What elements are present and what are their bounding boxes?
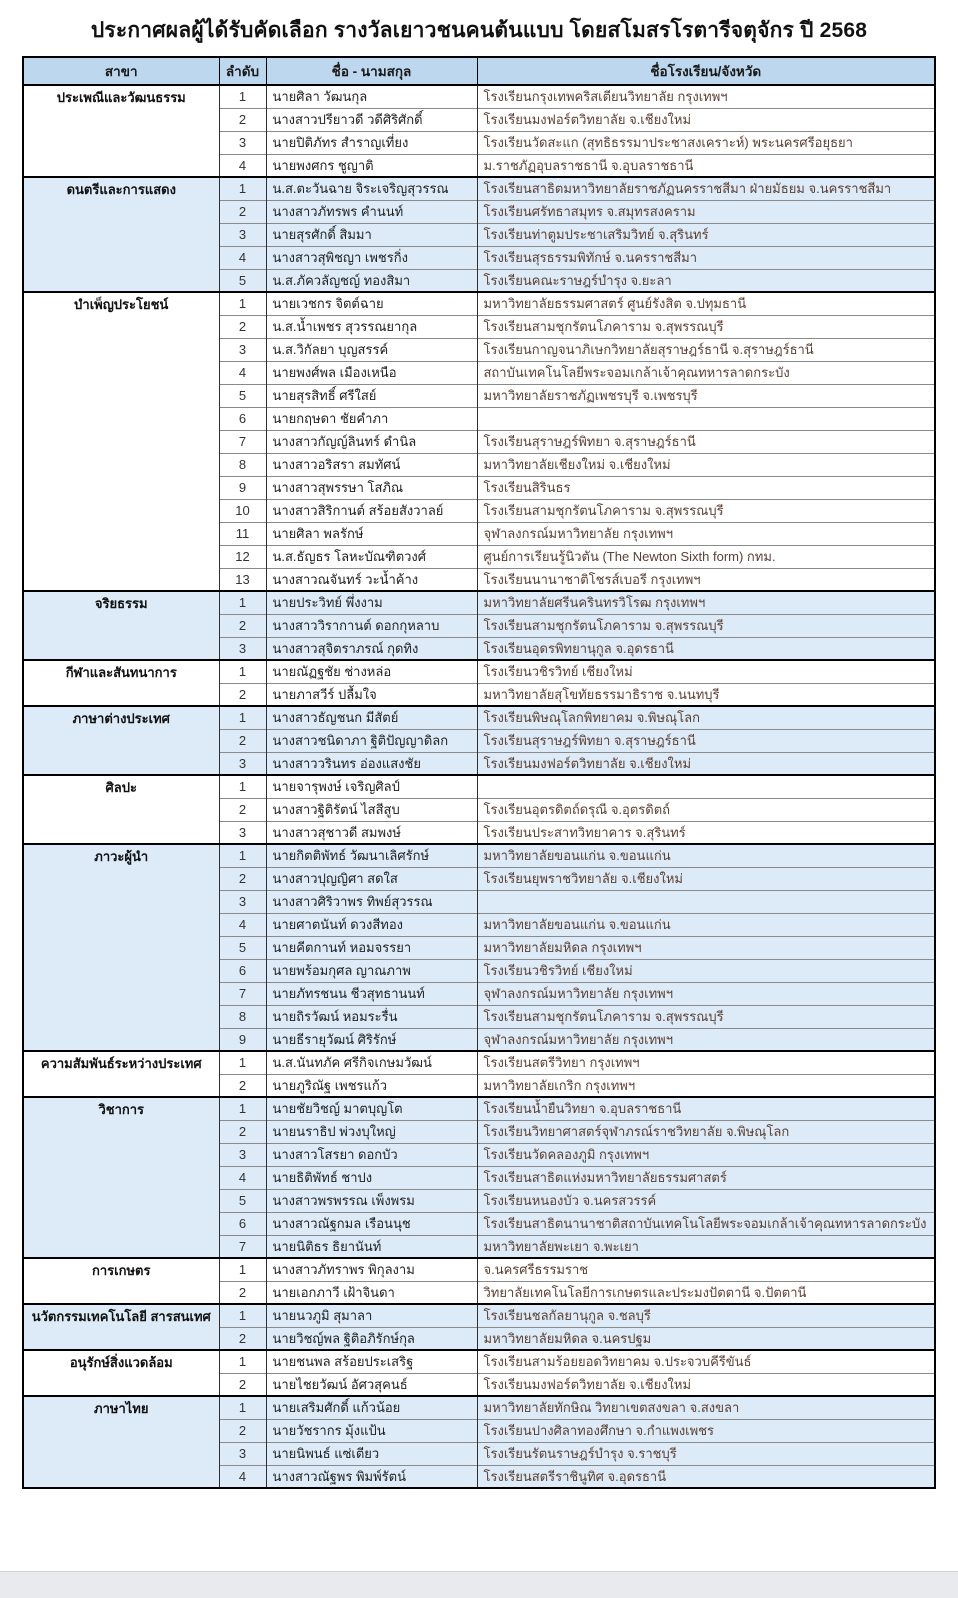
cell-name: นายภัทรชนน ชีวสุทธานนท์ <box>266 982 477 1005</box>
cell-name: นางสาวภัทรพร คำนนท์ <box>266 200 477 223</box>
cell-school: โรงเรียนสุราษฎร์พิทยา จ.สุราษฎร์ธานี <box>477 729 935 752</box>
cell-school: มหาวิทยาลัยทักษิณ วิทยาเขตสงขลา จ.สงขลา <box>477 1396 935 1419</box>
cell-name: นางสาวศิริวาพร ทิพย์สุวรรณ <box>266 890 477 913</box>
col-header-no: ลำดับ <box>219 57 266 85</box>
cell-school: โรงเรียนพิษณุโลกพิทยาคม จ.พิษณุโลก <box>477 706 935 729</box>
table-row <box>23 1258 935 1281</box>
cell-rank: 1 <box>219 1097 266 1120</box>
cell-rank: 9 <box>219 476 266 499</box>
cell-rank: 2 <box>219 315 266 338</box>
cell-school: มหาวิทยาลัยขอนแก่น จ.ขอนแก่น <box>477 913 935 936</box>
table-row <box>23 706 935 729</box>
cell-rank: 9 <box>219 1028 266 1051</box>
cell-rank: 7 <box>219 982 266 1005</box>
cell-name: นางสาวปุญญิศา สดใส <box>266 867 477 890</box>
cell-school: โรงเรียนสามชุกรัตนโภคาราม จ.สุพรรณบุรี <box>477 315 935 338</box>
cell-school: โรงเรียนสตรีราชินูทิศ จ.อุดรธานี <box>477 1465 935 1488</box>
cell-rank: 5 <box>219 1189 266 1212</box>
cell-name: นายธีรายุวัฒน์ ศิริรักษ์ <box>266 1028 477 1051</box>
cell-school: โรงเรียนกรุงเทพคริสเตียนวิทยาลัย กรุงเทพฯ <box>477 85 935 108</box>
cell-school: โรงเรียนกาญจนาภิเษกวิทยาลัยสุราษฎร์ธานี จ.สุราษฎร์ธานี <box>477 338 935 361</box>
cell-name: นางสาวชนิดาภา ฐิติปัญญาดิลก <box>266 729 477 752</box>
cell-rank: 3 <box>219 637 266 660</box>
cell-name: นายเสริมศักดิ์ แก้วน้อย <box>266 1396 477 1419</box>
category-cell: ภาษาไทย <box>23 1396 219 1488</box>
cell-rank: 2 <box>219 1419 266 1442</box>
table-row <box>23 177 935 200</box>
cell-school: โรงเรียนมงฟอร์ตวิทยาลัย จ.เชียงใหม่ <box>477 108 935 131</box>
cell-school: โรงเรียนสุราษฎร์พิทยา จ.สุราษฎร์ธานี <box>477 430 935 453</box>
cell-name: นางสาวสุจิตราภรณ์ กุดทิง <box>266 637 477 660</box>
cell-name: นายจารุพงษ์ เจริญศิลป์ <box>266 775 477 798</box>
cell-name: นายศิลา พลรักษ์ <box>266 522 477 545</box>
cell-school: โรงเรียนมงฟอร์ตวิทยาลัย จ.เชียงใหม่ <box>477 1373 935 1396</box>
cell-rank: 1 <box>219 1258 266 1281</box>
cell-school: โรงเรียนสามชุกรัตนโภคาราม จ.สุพรรณบุรี <box>477 614 935 637</box>
cell-name: นางสาวกัญญ์ลินทร์ ดำนิล <box>266 430 477 453</box>
results-table <box>22 56 936 1489</box>
cell-name: นายชนพล สร้อยประเสริฐ <box>266 1350 477 1373</box>
cell-name: นายประวิทย์ พึ่งงาม <box>266 591 477 614</box>
cell-school: โรงเรียนสาธิตมหาวิทยาลัยราชภัฏนครราชสีมา ฝ่ายมัธยม จ.นครราชสีมา <box>477 177 935 200</box>
cell-name: นายนราธิป พ่วงบุใหญ่ <box>266 1120 477 1143</box>
cell-school: จุฬาลงกรณ์มหาวิทยาลัย กรุงเทพฯ <box>477 982 935 1005</box>
cell-school: ศูนย์การเรียนรู้นิวตัน (The Newton Sixth form) กทม. <box>477 545 935 568</box>
cell-school: โรงเรียนศรัทธาสมุทร จ.สมุทรสงคราม <box>477 200 935 223</box>
cell-school: โรงเรียนท่าตูมประชาเสริมวิทย์ จ.สุรินทร์ <box>477 223 935 246</box>
cell-name: นางสาวธัญชนก มีสัตย์ <box>266 706 477 729</box>
cell-rank: 4 <box>219 913 266 936</box>
col-header-category: สาขา <box>23 57 219 85</box>
cell-rank: 2 <box>219 108 266 131</box>
cell-name: นางสาวสิริกานต์ สร้อยสังวาลย์ <box>266 499 477 522</box>
table-row <box>23 292 935 315</box>
category-cell: อนุรักษ์สิ่งแวดล้อม <box>23 1350 219 1396</box>
cell-rank: 3 <box>219 223 266 246</box>
cell-rank: 4 <box>219 1465 266 1488</box>
cell-name: นายพงศ์พล เมืองเหนือ <box>266 361 477 384</box>
cell-name: นางสาวฐิติรัตน์ ไสสีสูบ <box>266 798 477 821</box>
cell-name: นายภาสวีร์ ปลื้มใจ <box>266 683 477 706</box>
cell-rank: 7 <box>219 1235 266 1258</box>
cell-school: จุฬาลงกรณ์มหาวิทยาลัย กรุงเทพฯ <box>477 522 935 545</box>
cell-school: มหาวิทยาลัยมหิดล จ.นครปฐม <box>477 1327 935 1350</box>
cell-rank: 2 <box>219 614 266 637</box>
cell-name: น.ส.น้ำเพชร สุวรรณยากุล <box>266 315 477 338</box>
cell-name: นายศาตนันท์ ดวงสีทอง <box>266 913 477 936</box>
category-cell: กีฬาและสันทนาการ <box>23 660 219 706</box>
cell-school: โรงเรียนสตรีวิทยา กรุงเทพฯ <box>477 1051 935 1074</box>
cell-school: โรงเรียนวัดคลองภูมิ กรุงเทพฯ <box>477 1143 935 1166</box>
cell-name: นางสาววิรากานต์ ดอกกุหลาบ <box>266 614 477 637</box>
cell-rank: 3 <box>219 1143 266 1166</box>
cell-name: นางสาวณัฐพร พิมพ์รัตน์ <box>266 1465 477 1488</box>
category-cell: ประเพณีและวัฒนธรรม <box>23 85 219 177</box>
category-cell: การเกษตร <box>23 1258 219 1304</box>
cell-school: มหาวิทยาลัยธรรมศาสตร์ ศูนย์รังสิต จ.ปทุมธานี <box>477 292 935 315</box>
cell-name: นายวิชญ์พล ฐิติอภิรักษ์กุล <box>266 1327 477 1350</box>
cell-rank: 1 <box>219 660 266 683</box>
cell-rank: 8 <box>219 453 266 476</box>
table-row <box>23 591 935 614</box>
col-header-school: ชื่อโรงเรียน/จังหวัด <box>477 57 935 85</box>
cell-school: โรงเรียนมงฟอร์ตวิทยาลัย จ.เชียงใหม่ <box>477 752 935 775</box>
category-cell: วิชาการ <box>23 1097 219 1258</box>
cell-rank: 4 <box>219 1166 266 1189</box>
cell-rank: 1 <box>219 706 266 729</box>
cell-rank: 2 <box>219 729 266 752</box>
cell-rank: 4 <box>219 361 266 384</box>
cell-school: มหาวิทยาลัยเชียงใหม่ จ.เชียงใหม่ <box>477 453 935 476</box>
cell-name: นางสาวภัทราพร พิกุลงาม <box>266 1258 477 1281</box>
cell-rank: 8 <box>219 1005 266 1028</box>
cell-school: โรงเรียนยุพราชวิทยาลัย จ.เชียงใหม่ <box>477 867 935 890</box>
cell-rank: 3 <box>219 821 266 844</box>
cell-school: โรงเรียนสุรธรรมพิทักษ์ จ.นครราชสีมา <box>477 246 935 269</box>
cell-rank: 2 <box>219 867 266 890</box>
cell-rank: 1 <box>219 1051 266 1074</box>
cell-school: โรงเรียนประสาทวิทยาคาร จ.สุรินทร์ <box>477 821 935 844</box>
cell-name: นายกิตติพัทธ์ วัฒนาเลิศรักษ์ <box>266 844 477 867</box>
cell-rank: 2 <box>219 1074 266 1097</box>
cell-school <box>477 775 935 798</box>
cell-name: นางสาวณัฐกมล เรือนนุช <box>266 1212 477 1235</box>
cell-rank: 3 <box>219 131 266 154</box>
cell-name: นางสาวปรียาวดี วดีศิริศักดิ์ <box>266 108 477 131</box>
cell-name: นายนิพนธ์ แซ่เตียว <box>266 1442 477 1465</box>
cell-school: โรงเรียนวชิรวิทย์ เชียงใหม่ <box>477 660 935 683</box>
cell-school: โรงเรียนสามร้อยยอดวิทยาคม จ.ประจวบคีรีขันธ์ <box>477 1350 935 1373</box>
cell-name: นายสุรศักดิ์ สิมมา <box>266 223 477 246</box>
cell-name: นายคีตกานท์ หอมจรรยา <box>266 936 477 959</box>
table-row <box>23 844 935 867</box>
cell-rank: 3 <box>219 890 266 913</box>
cell-rank: 1 <box>219 1350 266 1373</box>
cell-name: นางสาวโสรยา ดอกบัว <box>266 1143 477 1166</box>
category-cell: นวัตกรรมเทคโนโลยี สารสนเทศ <box>23 1304 219 1350</box>
cell-rank: 2 <box>219 200 266 223</box>
cell-school: โรงเรียนชลกัลยานุกูล จ.ชลบุรี <box>477 1304 935 1327</box>
cell-rank: 2 <box>219 1373 266 1396</box>
cell-name: นายภูริณัฐ เพชรแก้ว <box>266 1074 477 1097</box>
cell-school: สถาบันเทคโนโลยีพระจอมเกล้าเจ้าคุณทหารลาดกระบัง <box>477 361 935 384</box>
cell-rank: 1 <box>219 775 266 798</box>
category-cell: ความสัมพันธ์ระหว่างประเทศ <box>23 1051 219 1097</box>
cell-rank: 11 <box>219 522 266 545</box>
table-row <box>23 1097 935 1120</box>
cell-rank: 2 <box>219 683 266 706</box>
cell-school: โรงเรียนอุดรพิทยานุกูล จ.อุดรธานี <box>477 637 935 660</box>
cell-rank: 5 <box>219 384 266 407</box>
table-row <box>23 775 935 798</box>
cell-rank: 5 <box>219 269 266 292</box>
cell-name: นางสาวอริสรา สมทัศน์ <box>266 453 477 476</box>
cell-school: โรงเรียนวิทยาศาสตร์จุฬาภรณ์ราชวิทยาลัย จ.พิษณุโลก <box>477 1120 935 1143</box>
cell-name: นางสาววรินทร อ่องแสงชัย <box>266 752 477 775</box>
cell-rank: 1 <box>219 844 266 867</box>
cell-name: นายนิติธร ธิยานันท์ <box>266 1235 477 1258</box>
cell-school: มหาวิทยาลัยศรีนครินทรวิโรฒ กรุงเทพฯ <box>477 591 935 614</box>
cell-school: โรงเรียนสาธิตแห่งมหาวิทยาลัยธรรมศาสตร์ <box>477 1166 935 1189</box>
cell-name: นางสาวสุชาวดี สมพงษ์ <box>266 821 477 844</box>
cell-school: โรงเรียนอุตรดิตถ์ดรุณี จ.อุตรดิตถ์ <box>477 798 935 821</box>
cell-name: นายปิติภัทร สำราญเที่ยง <box>266 131 477 154</box>
table-row <box>23 85 935 108</box>
table-row <box>23 1396 935 1419</box>
cell-school: วิทยาลัยเทคโนโลยีการเกษตรและประมงปัตตานี จ.ปัตตานี <box>477 1281 935 1304</box>
cell-school: โรงเรียนสิรินธร <box>477 476 935 499</box>
cell-name: น.ส.นันทภัค ศรีกิจเกษมวัฒน์ <box>266 1051 477 1074</box>
cell-school: จุฬาลงกรณ์มหาวิทยาลัย กรุงเทพฯ <box>477 1028 935 1051</box>
cell-school: มหาวิทยาลัยขอนแก่น จ.ขอนแก่น <box>477 844 935 867</box>
viewer-scrollbar-track[interactable] <box>0 1571 958 1598</box>
cell-name: นางสาวพรพรรณ เพ็งพรม <box>266 1189 477 1212</box>
cell-school: มหาวิทยาลัยเกริก กรุงเทพฯ <box>477 1074 935 1097</box>
cell-name: นายพร้อมกุศล ญาณภาพ <box>266 959 477 982</box>
category-cell: บำเพ็ญประโยชน์ <box>23 292 219 591</box>
cell-name: น.ส.ธัญธร โลหะบัณฑิตวงศ์ <box>266 545 477 568</box>
cell-name: นายนวภูมิ สุมาลา <box>266 1304 477 1327</box>
cell-name: นายชัยวิชญ์ มาตบุญโต <box>266 1097 477 1120</box>
cell-rank: 4 <box>219 154 266 177</box>
category-cell: ภาษาต่างประเทศ <box>23 706 219 775</box>
cell-name: นางสาวณจันทร์ วะน้ำค้าง <box>266 568 477 591</box>
cell-name: นายถิรวัฒน์ หอมระรื่น <box>266 1005 477 1028</box>
header-row <box>23 57 935 85</box>
category-cell: จริยธรรม <box>23 591 219 660</box>
table-row <box>23 1304 935 1327</box>
cell-name: นายไชยวัฒน์ อัศวสุคนธ์ <box>266 1373 477 1396</box>
cell-name: นายเอกภาวี เฝ้าจินดา <box>266 1281 477 1304</box>
cell-name: นายเวชกร จิตต์ฉาย <box>266 292 477 315</box>
category-cell: ดนตรีและการแสดง <box>23 177 219 292</box>
cell-rank: 2 <box>219 1120 266 1143</box>
cell-school: โรงเรียนสามชุกรัตนโภคาราม จ.สุพรรณบุรี <box>477 499 935 522</box>
cell-school: มหาวิทยาลัยราชภัฏเพชรบุรี จ.เพชรบุรี <box>477 384 935 407</box>
cell-rank: 1 <box>219 591 266 614</box>
col-header-name: ชื่อ - นามสกุล <box>266 57 477 85</box>
cell-rank: 10 <box>219 499 266 522</box>
cell-school <box>477 890 935 913</box>
cell-name: น.ส.วิกัลยา บุญสรรค์ <box>266 338 477 361</box>
cell-school: โรงเรียนน้ำยืนวิทยา จ.อุบลราชธานี <box>477 1097 935 1120</box>
cell-school: จ.นครศรีธรรมราช <box>477 1258 935 1281</box>
table-row <box>23 660 935 683</box>
table-row <box>23 1350 935 1373</box>
cell-school: โรงเรียนคณะราษฎร์บำรุง จ.ยะลา <box>477 269 935 292</box>
cell-rank: 2 <box>219 1281 266 1304</box>
cell-school: โรงเรียนสาธิตนานาชาติสถาบันเทคโนโลยีพระจอมเกล้าเจ้าคุณทหารลาดกระบัง <box>477 1212 935 1235</box>
cell-rank: 3 <box>219 1442 266 1465</box>
cell-rank: 6 <box>219 407 266 430</box>
cell-name: น.ส.ตะวันฉาย จิระเจริญสุวรรณ <box>266 177 477 200</box>
cell-rank: 4 <box>219 246 266 269</box>
cell-school: โรงเรียนหนองบัว จ.นครสวรรค์ <box>477 1189 935 1212</box>
cell-school: โรงเรียนนานาชาติโชรส์เบอรี กรุงเทพฯ <box>477 568 935 591</box>
cell-school: โรงเรียนรัตนราษฎร์บำรุง จ.ราชบุรี <box>477 1442 935 1465</box>
category-cell: ภาวะผู้นำ <box>23 844 219 1051</box>
cell-name: นายพงศกร ชูญาติ <box>266 154 477 177</box>
cell-name: นายกฤษดา ชัยคำภา <box>266 407 477 430</box>
cell-name: นางสาวสุพิชญา เพชรกิ่ง <box>266 246 477 269</box>
cell-rank: 12 <box>219 545 266 568</box>
cell-rank: 5 <box>219 936 266 959</box>
cell-school: มหาวิทยาลัยพะเยา จ.พะเยา <box>477 1235 935 1258</box>
cell-school: โรงเรียนวชิรวิทย์ เชียงใหม่ <box>477 959 935 982</box>
cell-rank: 1 <box>219 1304 266 1327</box>
cell-name: น.ส.ภัควลัญชญ์ ทองสิมา <box>266 269 477 292</box>
cell-rank: 3 <box>219 752 266 775</box>
cell-school: โรงเรียนวัดสะแก (สุทธิธรรมาประชาสงเคราะห์) พระนครศรีอยุธยา <box>477 131 935 154</box>
cell-rank: 7 <box>219 430 266 453</box>
cell-school: โรงเรียนปางศิลาทองศึกษา จ.กำแพงเพชร <box>477 1419 935 1442</box>
cell-name: นายวัชรากร มุ้งแป้น <box>266 1419 477 1442</box>
cell-name: นางสาวสุพรรษา โสภิณ <box>266 476 477 499</box>
cell-rank: 13 <box>219 568 266 591</box>
cell-rank: 6 <box>219 1212 266 1235</box>
cell-name: นายธิติพัทธ์ ชาปง <box>266 1166 477 1189</box>
cell-school <box>477 407 935 430</box>
cell-school: โรงเรียนสามชุกรัตนโภคาราม จ.สุพรรณบุรี <box>477 1005 935 1028</box>
cell-rank: 1 <box>219 292 266 315</box>
cell-name: นายสุรสิทธิ์ ศรีใสย์ <box>266 384 477 407</box>
cell-rank: 2 <box>219 798 266 821</box>
cell-rank: 2 <box>219 1327 266 1350</box>
cell-school: มหาวิทยาลัยมหิดล กรุงเทพฯ <box>477 936 935 959</box>
cell-school: ม.ราชภัฏอุบลราชธานี จ.อุบลราชธานี <box>477 154 935 177</box>
cell-name: นายศิลา วัฒนกุล <box>266 85 477 108</box>
cell-school: มหาวิทยาลัยสุโขทัยธรรมาธิราช จ.นนทบุรี <box>477 683 935 706</box>
cell-rank: 3 <box>219 338 266 361</box>
cell-rank: 1 <box>219 85 266 108</box>
page-title: ประกาศผลผู้ได้รับคัดเลือก รางวัลเยาวชนคนต้นแบบ โดยสโมสรโรตารีจตุจักร ปี 2568 <box>90 19 868 42</box>
table-header <box>23 57 935 85</box>
table-body <box>23 85 935 1488</box>
table-row <box>23 1051 935 1074</box>
cell-rank: 1 <box>219 177 266 200</box>
cell-name: นายณัฏฐชัย ช่างหล่อ <box>266 660 477 683</box>
cell-rank: 1 <box>219 1396 266 1419</box>
cell-rank: 6 <box>219 959 266 982</box>
category-cell: ศิลปะ <box>23 775 219 844</box>
